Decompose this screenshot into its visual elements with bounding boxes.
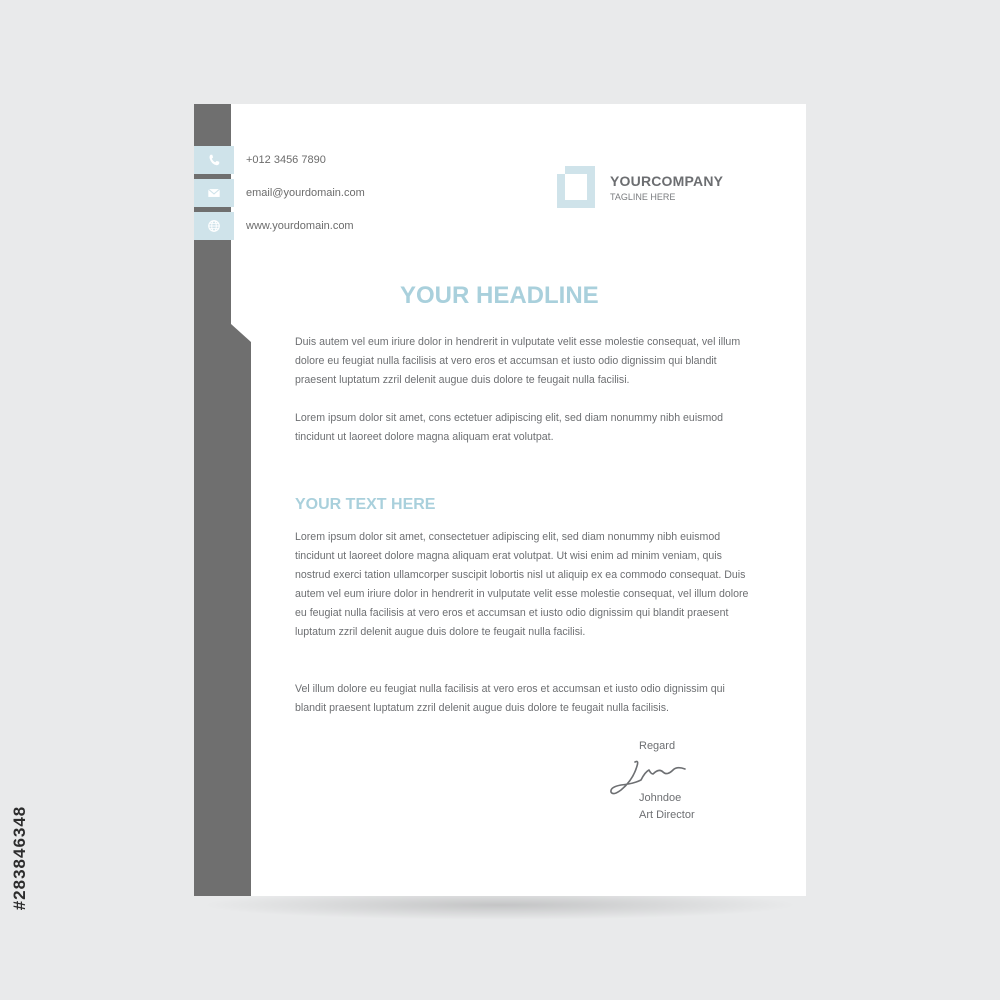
section-title: YOUR TEXT HERE bbox=[295, 496, 436, 513]
globe-icon bbox=[194, 212, 234, 240]
contact-email bbox=[194, 180, 365, 206]
intro-paragraph-2-text: Lorem ipsum dolor sit amet, cons ectetuer adipiscing elit, sed diam nonummy nibh euismod tincidunt ut laoreet dolore magna aliquam erat volutpat. bbox=[295, 412, 724, 443]
section-paragraph-1-text: Lorem ipsum dolor sit amet, consectetuer adipiscing elit, sed diam nonummy nibh euismod tincidunt ut laoreet dolore magna aliquam erat volutpat. Ut wisi enim ad minim veniam, quis nostrud exerci tation ullamcorper suscipit lobortis nisl ut aliquip ex ea commodo consequat. Duis autem vel eum iriure dolor in hendrerit in vulputate velit esse molestie consequat, vel illum dolore eu feugiat nulla facilisis at vero eros et accumsan et iusto odio dignissim qui blandit praesent luptatum zzril delenit augue duis dolore te feugait nulla facilisi. bbox=[295, 531, 749, 638]
phone-icon bbox=[194, 146, 234, 174]
intro-paragraph-2 bbox=[295, 409, 755, 447]
company-tagline: TAGLINE HERE bbox=[610, 192, 676, 202]
intro-paragraph-1 bbox=[295, 333, 755, 390]
contact-phone bbox=[194, 147, 326, 173]
email-text: email@yourdomain.com bbox=[246, 187, 365, 199]
intro-paragraph-1-text: Duis autem vel eum iriure dolor in hendrerit in vulputate velit esse molestie consequat, vel illum dolore eu feugiat nulla facilisis at vero eros et accumsan et iusto odio dignissim qui blandit praesent luptatum zzril delenit augue duis dolore te feugait nulla facilisi. bbox=[295, 336, 741, 386]
stock-id-label bbox=[10, 758, 30, 958]
website-text: www.yourdomain.com bbox=[246, 220, 354, 232]
regard-label: Regard bbox=[639, 740, 676, 752]
signer-title: Art Director bbox=[639, 809, 695, 821]
contact-web bbox=[194, 213, 354, 239]
company-name: YOURCOMPANY bbox=[610, 173, 724, 189]
section-paragraph-2-text: Vel illum dolore eu feugiat nulla facilisis at vero eros et accumsan et iusto odio dignissim qui blandit praesent luptatum zzril delenit augue duis dolore te feugait nulla facilisis. bbox=[295, 683, 725, 714]
letterhead-page bbox=[194, 104, 806, 896]
phone-text: +012 3456 7890 bbox=[246, 154, 326, 166]
square-logo-icon bbox=[556, 165, 596, 209]
section-paragraph-2 bbox=[295, 680, 755, 718]
stock-id-text: #283846348 bbox=[10, 805, 29, 911]
page-headline: YOUR HEADLINE bbox=[400, 282, 599, 309]
mail-icon bbox=[194, 179, 234, 207]
signer-name: Johndoe bbox=[639, 792, 682, 804]
section-paragraph-1 bbox=[295, 528, 755, 642]
